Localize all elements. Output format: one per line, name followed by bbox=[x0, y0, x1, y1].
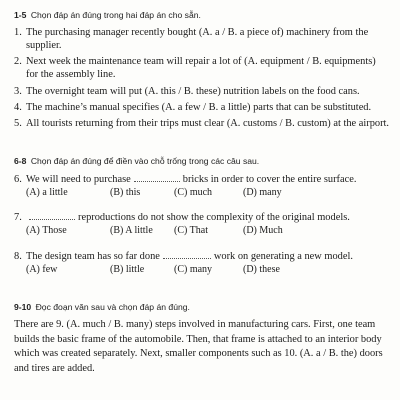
question-8-text-after: work on generating a new model. bbox=[213, 251, 353, 262]
question-1-text-line-1: The purchasing manager recently bought (A. a / B. a piece of) machinery from the bbox=[26, 27, 369, 38]
question-7 bbox=[14, 210, 394, 224]
question-7-option-d[interactable]: (D) Much bbox=[243, 225, 283, 236]
question-3-number: 3. bbox=[14, 86, 22, 97]
question-7-option-c[interactable]: (C) That bbox=[174, 225, 208, 236]
question-7-option-b[interactable]: (B) A little bbox=[110, 225, 153, 236]
section-1-heading bbox=[14, 9, 201, 22]
question-6-text-after: bricks in order to cover the entire surface. bbox=[182, 174, 357, 185]
passage-line-4: and tires are added. bbox=[14, 362, 95, 374]
reading-passage bbox=[14, 318, 392, 376]
question-6-blank[interactable] bbox=[134, 172, 180, 182]
question-1-text-line-2: supplier. bbox=[26, 40, 62, 52]
question-3 bbox=[14, 85, 394, 98]
question-5-text: All tourists returning from their trips must clear (A. customs / B. custom) at the airport. bbox=[26, 118, 390, 129]
question-8-option-c[interactable]: (C) many bbox=[174, 264, 213, 275]
question-8-option-b[interactable]: (B) little bbox=[110, 264, 145, 275]
question-6-option-a[interactable]: (A) a little bbox=[26, 187, 68, 198]
question-1 bbox=[14, 26, 394, 52]
question-8-blank[interactable] bbox=[163, 249, 211, 259]
section-1-instruction: Chọn đáp án đúng trong hai đáp án cho sẵn. bbox=[30, 10, 201, 20]
question-7-option-a[interactable]: (A) Those bbox=[26, 225, 67, 236]
section-3-instruction: Đọc đoạn văn sau và chọn đáp án đúng. bbox=[35, 302, 190, 312]
section-2-heading bbox=[14, 155, 259, 168]
question-6-option-b[interactable]: (B) this bbox=[110, 187, 141, 198]
question-1-number: 1. bbox=[14, 27, 22, 38]
question-2 bbox=[14, 55, 394, 81]
section-3-number: 9-10 bbox=[14, 302, 32, 312]
question-6-number: 6. bbox=[14, 174, 22, 185]
question-5 bbox=[14, 117, 394, 130]
question-2-text-line-2: for the assembly line. bbox=[26, 69, 116, 81]
question-2-text-line-1: Next week the maintenance team will repair a lot of (A. equipment / B. equipments) bbox=[26, 56, 376, 67]
question-6-text-before: We will need to purchase bbox=[26, 174, 131, 185]
question-8-number: 8. bbox=[14, 251, 22, 262]
question-2-number: 2. bbox=[14, 56, 22, 67]
question-8-option-d[interactable]: (D) these bbox=[243, 264, 280, 275]
question-7-number: 7. bbox=[14, 212, 22, 223]
question-6 bbox=[14, 172, 394, 186]
passage-line-2: builds the basic frame of the automobile. Then, that frame is attached to an interior body bbox=[14, 333, 382, 345]
section-1-number: 1-5 bbox=[14, 10, 27, 20]
question-3-text: The overnight team will put (A. this / B. these) nutrition labels on the food cans. bbox=[26, 86, 360, 97]
question-8-text-before: The design team has so far done bbox=[26, 251, 160, 262]
section-3-heading bbox=[14, 301, 190, 314]
question-8-option-a[interactable]: (A) few bbox=[26, 264, 58, 275]
section-2-number: 6-8 bbox=[14, 156, 27, 166]
passage-line-1: There are 9. (A. much / B. many) steps involved in manufacturing cars. First, one team bbox=[14, 319, 376, 330]
section-2-instruction: Chọn đáp án đúng để điền vào chỗ trống trong các câu sau. bbox=[30, 156, 260, 166]
question-4-text: The machine’s manual specifies (A. a few / B. a little) parts that can be substituted. bbox=[26, 102, 372, 113]
question-5-number: 5. bbox=[14, 118, 22, 129]
question-6-option-d[interactable]: (D) many bbox=[243, 187, 282, 198]
question-7-blank[interactable] bbox=[29, 210, 75, 220]
passage-line-3: which was created separately. Next, smaller components such as 10. (A. a / B. the) doors bbox=[14, 348, 383, 360]
question-8 bbox=[14, 249, 394, 263]
question-4-number: 4. bbox=[14, 102, 22, 113]
question-6-option-c[interactable]: (C) much bbox=[174, 187, 213, 198]
question-7-text-after: reproductions do not show the complexity of the original models. bbox=[78, 212, 350, 223]
question-4 bbox=[14, 101, 394, 114]
